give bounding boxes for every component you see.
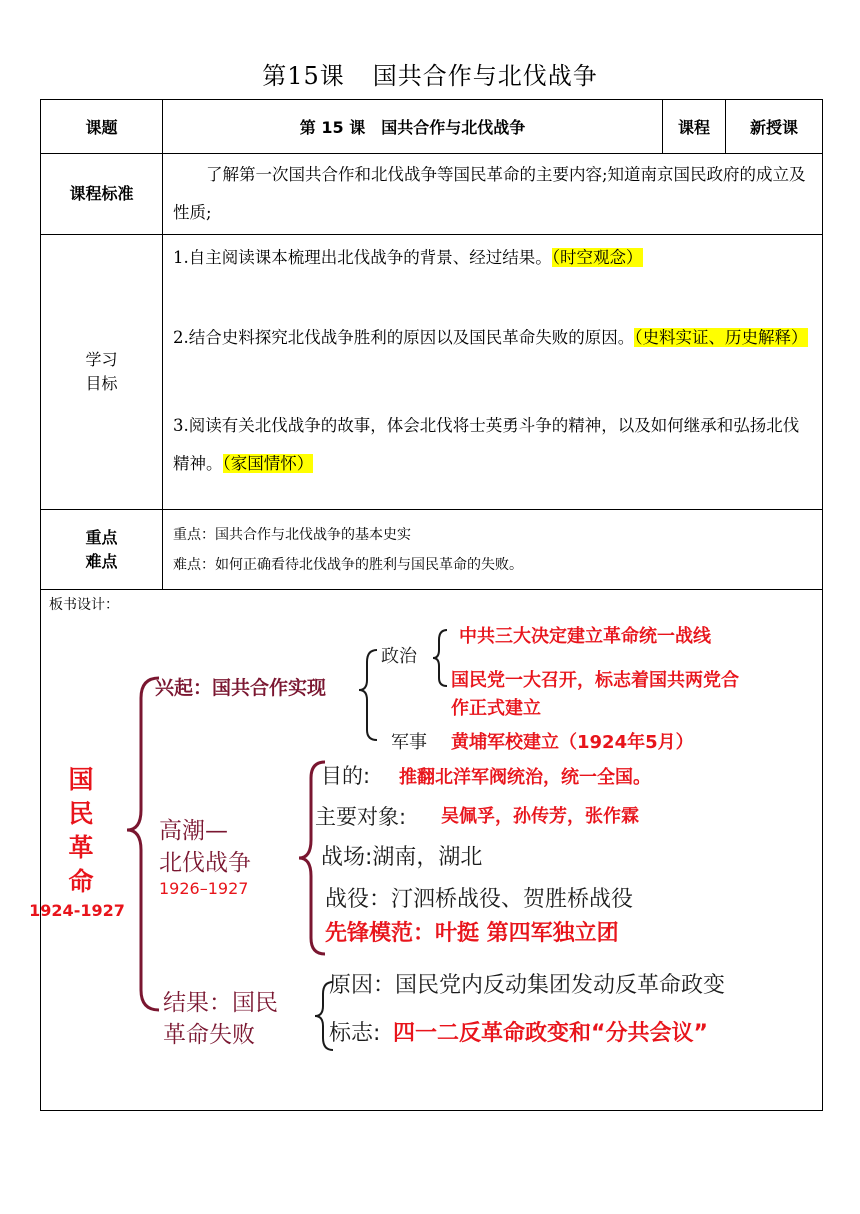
sign-label: 标志:: [329, 1021, 381, 1046]
military-label: 军事: [391, 732, 427, 753]
objectives-list: [163, 235, 823, 510]
root-char: 国: [68, 765, 94, 794]
root-years: 1924-1927: [29, 901, 125, 920]
result-title-1: 结果：国民: [163, 990, 278, 1016]
objective-item: 3.阅读有关北伐战争的故事，体会北伐将士英勇斗争的精神，以及如何继承和弘扬北伐精神。（家国情怀）: [173, 416, 800, 473]
topic-label: 课题: [41, 100, 163, 154]
title-topic: 国共合作与北伐战争: [372, 62, 598, 90]
key-point: 重点：国共合作与北伐战争的基本史实: [173, 526, 411, 543]
objective-tag: （时空观念）: [551, 248, 643, 267]
pioneer: 先锋模范：叶挺 第四军独立团: [325, 921, 619, 946]
rise-brace: [359, 650, 377, 740]
goal-label: 目的:: [321, 764, 371, 788]
sign-value: 四一二反革命政变和“分共会议”: [393, 1021, 708, 1046]
targets-label: 主要对象:: [315, 805, 407, 829]
root-char: 命: [68, 867, 94, 896]
objectives-label-line2: 目标: [85, 374, 118, 393]
row-key-points: [41, 510, 823, 590]
course-label: 课程: [663, 100, 726, 154]
cause: 原因：国民党内反动集团发动反革命政变: [329, 973, 726, 998]
topic-value: 第 15 课 国共合作与北伐战争: [163, 100, 663, 154]
board-cell: [29, 590, 823, 1111]
military-item: 黄埔军校建立（1924年5月）: [451, 732, 694, 753]
lesson-plan-table: [29, 99, 823, 1111]
course-value: 新授课: [726, 100, 823, 154]
main-brace: [127, 678, 159, 1010]
objective-tag: （史料实证、历史解释）: [634, 328, 808, 347]
key-points: [163, 510, 823, 590]
politics-item-1: 中共三大决定建立革命统一战线: [459, 626, 711, 647]
battlefield: 战场:湖南，湖北: [321, 845, 483, 870]
politics-label: 政治: [381, 646, 417, 667]
battles: 战役：汀泗桥战役、贺胜桥战役: [325, 887, 634, 912]
row-board: [41, 590, 823, 1111]
board-label: 板书设计：: [49, 597, 119, 613]
climax-title-1: 高潮—: [159, 818, 228, 844]
standard-label: 课程标准: [41, 154, 163, 235]
objective-item: 2.结合史料探究北伐战争胜利的原因以及国民革命失败的原因。（史料实证、历史解释）: [173, 328, 808, 347]
objectives-label-line1: 学习: [85, 350, 118, 369]
politics-item-2b: 作正式建立: [451, 698, 541, 719]
root-char: 革: [68, 833, 94, 862]
climax-years: 1926–1927: [159, 879, 249, 898]
board-diagram: [29, 590, 821, 1110]
row-objectives: [41, 235, 823, 510]
key-label-line1: 重点: [85, 527, 118, 547]
climax-title-2: 北伐战争: [159, 850, 251, 876]
standard-text: 了解第一次国共合作和北伐战争等国民革命的主要内容;知道南京国民政府的成立及性质;: [163, 154, 823, 235]
key-label-line2: 难点: [85, 551, 118, 571]
objective-tag: （家国情怀）: [222, 454, 314, 473]
objective-item: 1.自主阅读课本梳理出北伐战争的背景、经过结果。（时空观念）: [173, 248, 643, 267]
result-title-2: 革命失败: [163, 1022, 255, 1048]
document-title: [0, 56, 860, 91]
politics-item-2a: 国民党一大召开，标志着国共两党合: [451, 670, 739, 691]
row-standard: [41, 154, 823, 235]
targets-value: 吴佩孚，孙传芳，张作霖: [441, 806, 639, 827]
rise-title: 兴起：国共合作实现: [155, 677, 327, 699]
objectives-label: [41, 235, 163, 510]
difficult-point: 难点：如何正确看待北伐战争的胜利与国民革命的失败。: [173, 556, 523, 573]
key-label: [41, 510, 163, 590]
row-topic: [41, 100, 823, 154]
goal-value: 推翻北洋军阀统治，统一全国。: [399, 767, 651, 788]
politics-brace: [433, 630, 447, 686]
title-lesson: 第15课: [262, 62, 345, 90]
root-char: 民: [68, 799, 94, 828]
